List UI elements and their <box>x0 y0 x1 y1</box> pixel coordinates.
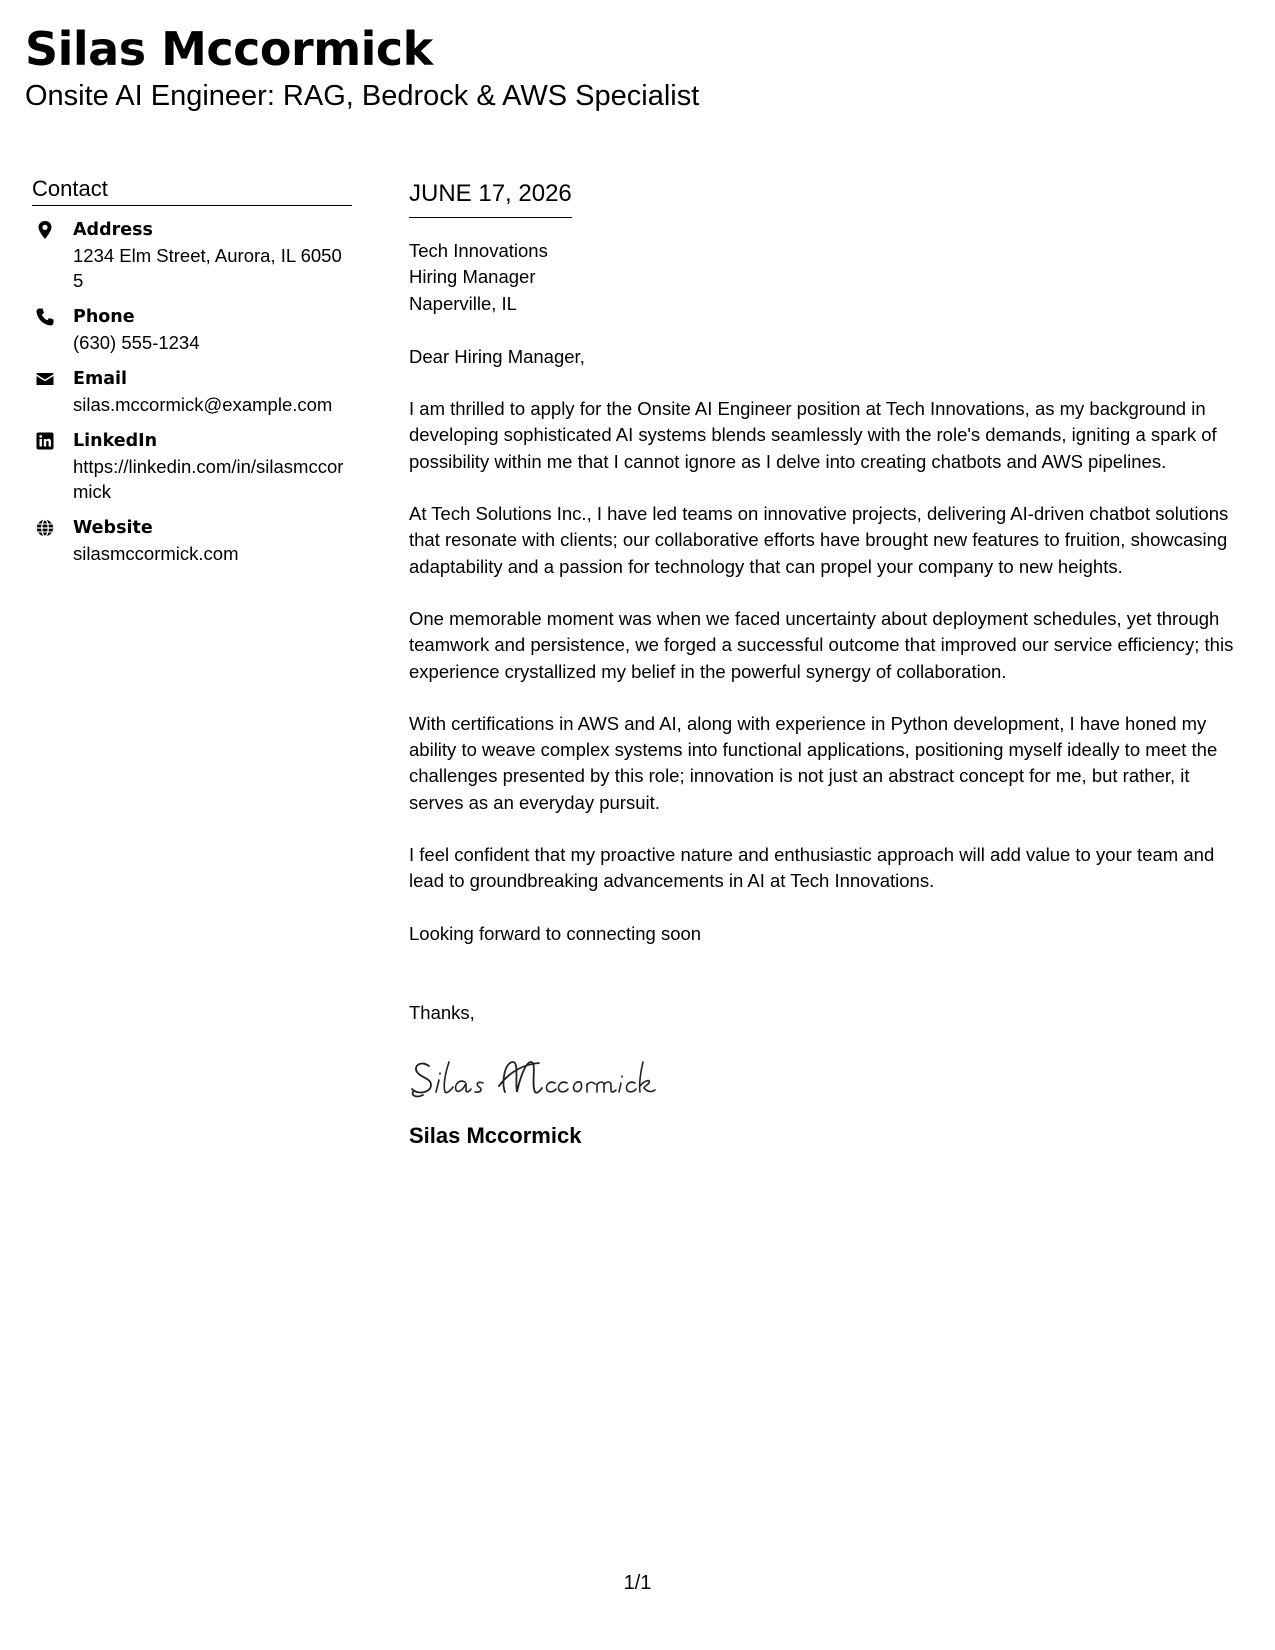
recipient-location: Naperville, IL <box>409 292 517 314</box>
applicant-name: Silas Mccormick <box>25 22 433 76</box>
phone-icon <box>35 307 55 327</box>
contact-item-email <box>32 367 352 417</box>
signer-name: Silas Mccormick <box>409 1123 582 1149</box>
contact-label: Email <box>73 369 127 389</box>
globe-icon <box>35 518 55 538</box>
letter-paragraph: I am thrilled to apply for the Onsite AI Engineer position at Tech Innovations, as my background in developing sophisticated AI systems blends seamlessly with the role's demands, igniting a spark of possibility within me that I cannot ignore as I delve into creating chatbots and AWS pipelines. <box>409 398 1217 472</box>
contact-value-website[interactable]: silasmccormick.com <box>73 543 239 564</box>
page-number: 1/1 <box>623 1572 652 1594</box>
contact-item-linkedin <box>32 429 352 504</box>
recipient-company: Tech Innovations <box>409 240 548 261</box>
map-pin-icon <box>35 220 55 240</box>
letter-greeting: Dear Hiring Manager, <box>409 345 585 367</box>
letter-body <box>409 175 1249 1150</box>
contact-label: Address <box>73 220 153 240</box>
contact-value-linkedin[interactable]: https://linkedin.com/in/silasmccormick <box>73 456 344 502</box>
contact-label: Website <box>73 518 153 538</box>
contact-item-address <box>32 218 352 293</box>
letter-signoff: Thanks, <box>409 1001 475 1023</box>
contact-label: Phone <box>73 307 135 327</box>
recipient-block <box>409 238 1249 317</box>
contact-value-phone: (630) 555-1234 <box>73 332 200 353</box>
applicant-headline: Onsite AI Engineer: RAG, Bedrock & AWS Specialist <box>25 80 700 112</box>
letter-paragraph: I feel confident that my proactive nature and enthusiastic approach will add value to your team and lead to groundbreaking advancements in AI at Tech Innovations. <box>409 844 1215 892</box>
contact-value-address: 1234 Elm Street, Aurora, IL 60505 <box>73 245 342 291</box>
letter-date: JUNE 17, 2026 <box>409 179 572 218</box>
linkedin-icon <box>35 431 55 451</box>
contact-section-title: Contact <box>32 175 352 206</box>
contact-item-website <box>32 516 352 566</box>
letter-closing: Looking forward to connecting soon <box>409 922 702 944</box>
letter-paragraph: With certifications in AWS and AI, along with experience in Python development, I have honed my ability to weave complex systems into functional applications, positioning myself ideally to meet the challenges presented by this role; innovation is not just an abstract concept for me, but rather, it serves as an everyday pursuit. <box>409 712 1218 813</box>
envelope-icon <box>35 369 55 389</box>
header <box>25 20 699 114</box>
recipient-title: Hiring Manager <box>409 266 536 288</box>
contact-item-phone <box>32 305 352 355</box>
contact-value-email: silas.mccormick@example.com <box>73 394 333 415</box>
handwritten-signature <box>409 1052 1249 1104</box>
letter-paragraph: At Tech Solutions Inc., I have led teams on innovative projects, delivering AI-driven chatbot solutions that resonate with clients; our collaborative efforts have brought new features to fruition, showcasing adaptability and a passion for technology that can propel your company to new heights. <box>409 503 1229 577</box>
contact-sidebar <box>32 175 352 578</box>
letter-paragraph: One memorable moment was when we faced uncertainty about deployment schedules, yet through teamwork and persistence, we forged a successful outcome that improved our service efficiency; this experience crystallized my belief in the powerful synergy of collaboration. <box>409 607 1234 682</box>
contact-label: LinkedIn <box>73 431 158 451</box>
